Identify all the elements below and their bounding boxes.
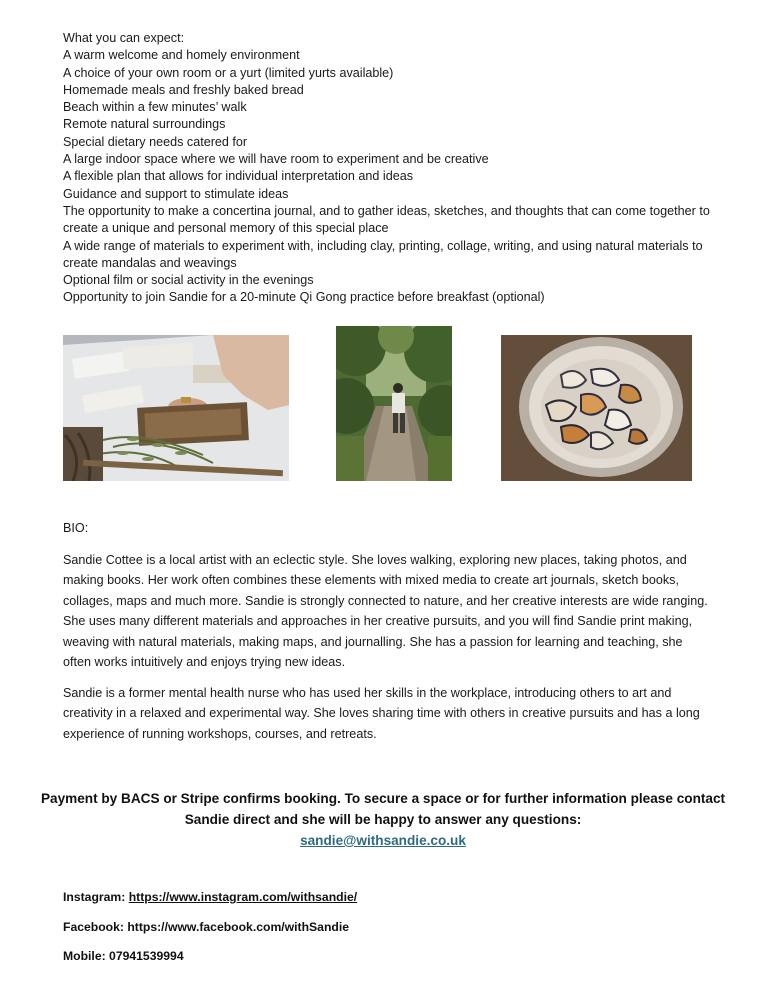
facebook-link[interactable]: https://www.facebook.com/withSandie [127, 920, 349, 934]
expect-item: Remote natural surroundings [63, 117, 226, 132]
expect-item: A warm welcome and homely environment [63, 48, 300, 63]
expect-section [63, 30, 713, 307]
bio-heading: BIO: [63, 521, 89, 535]
expect-item: Beach within a few minutes’ walk [63, 100, 247, 115]
expect-item: A large indoor space where we will have room to experiment and be creative [63, 152, 489, 167]
workshop-table-photo [63, 335, 289, 481]
facebook-label: Facebook: [63, 920, 124, 934]
clay-bowl-photo [501, 335, 692, 481]
bio-paragraph: Sandie is a former mental health nurse who has used her skills in the workplace, introducing others to art and creativity in a relaxed and experimental way. She loves sharing time with others in creative pursuits and has a long experience of running workshops, courses, and retreats. [63, 685, 700, 741]
expect-item: The opportunity to make a concertina journal, and to gather ideas, sketches, and thoughts that can come together to create a unique and personal memory of this special place [63, 203, 710, 236]
instagram-line [63, 890, 713, 904]
expect-item: A flexible plan that allows for individual interpretation and ideas [63, 169, 414, 184]
expect-item: Guidance and support to stimulate ideas [63, 186, 289, 201]
expect-item: A wide range of materials to experiment with, including clay, printing, collage, writing, and using natural materials to create mandalas and weavings [63, 238, 703, 270]
expect-item: Special dietary needs catered for [63, 134, 248, 149]
facebook-line [63, 920, 713, 934]
woodland-walk-photo [336, 326, 452, 481]
expect-heading: What you can expect: [63, 31, 185, 45]
expect-item: Optional film or social activity in the evenings [63, 273, 314, 288]
expect-item: Homemade meals and freshly baked bread [63, 82, 304, 97]
expect-item: Opportunity to join Sandie for a 20-minute Qi Gong practice before breakfast (optional) [63, 290, 545, 305]
bio-section [63, 518, 713, 754]
instagram-label: Instagram: [63, 890, 126, 904]
email-link[interactable]: sandie@withsandie.co.uk [300, 833, 466, 848]
mobile-number: 07941539994 [109, 949, 184, 963]
payment-notice [40, 788, 726, 851]
mobile-line [63, 949, 713, 963]
mobile-label: Mobile: [63, 949, 106, 963]
bio-paragraph: Sandie Cottee is a local artist with an eclectic style. She loves walking, exploring new places, taking photos, and making books. Her work often combines these elements with mixed media to create art journals, sketch books, collages, maps and much more. Sandie is strongly connected to nature, and her creative interests are wide ranging. She uses many different materials and approaches in her creative pursuits, and you will find Sandie print making, weaving with natural materials, making maps, and journalling. She has a passion for learning and teaching, she often works intuitively and enjoys trying new ideas. [63, 552, 708, 669]
payment-text: Payment by BACS or Stripe confirms booking. To secure a space or for further information please contact Sandie direct and she will be happy to answer any questions: [40, 791, 726, 827]
expect-item: A choice of your own room or a yurt (limited yurts available) [63, 65, 394, 80]
instagram-link[interactable]: https://www.instagram.com/withsandie/ [128, 890, 358, 904]
